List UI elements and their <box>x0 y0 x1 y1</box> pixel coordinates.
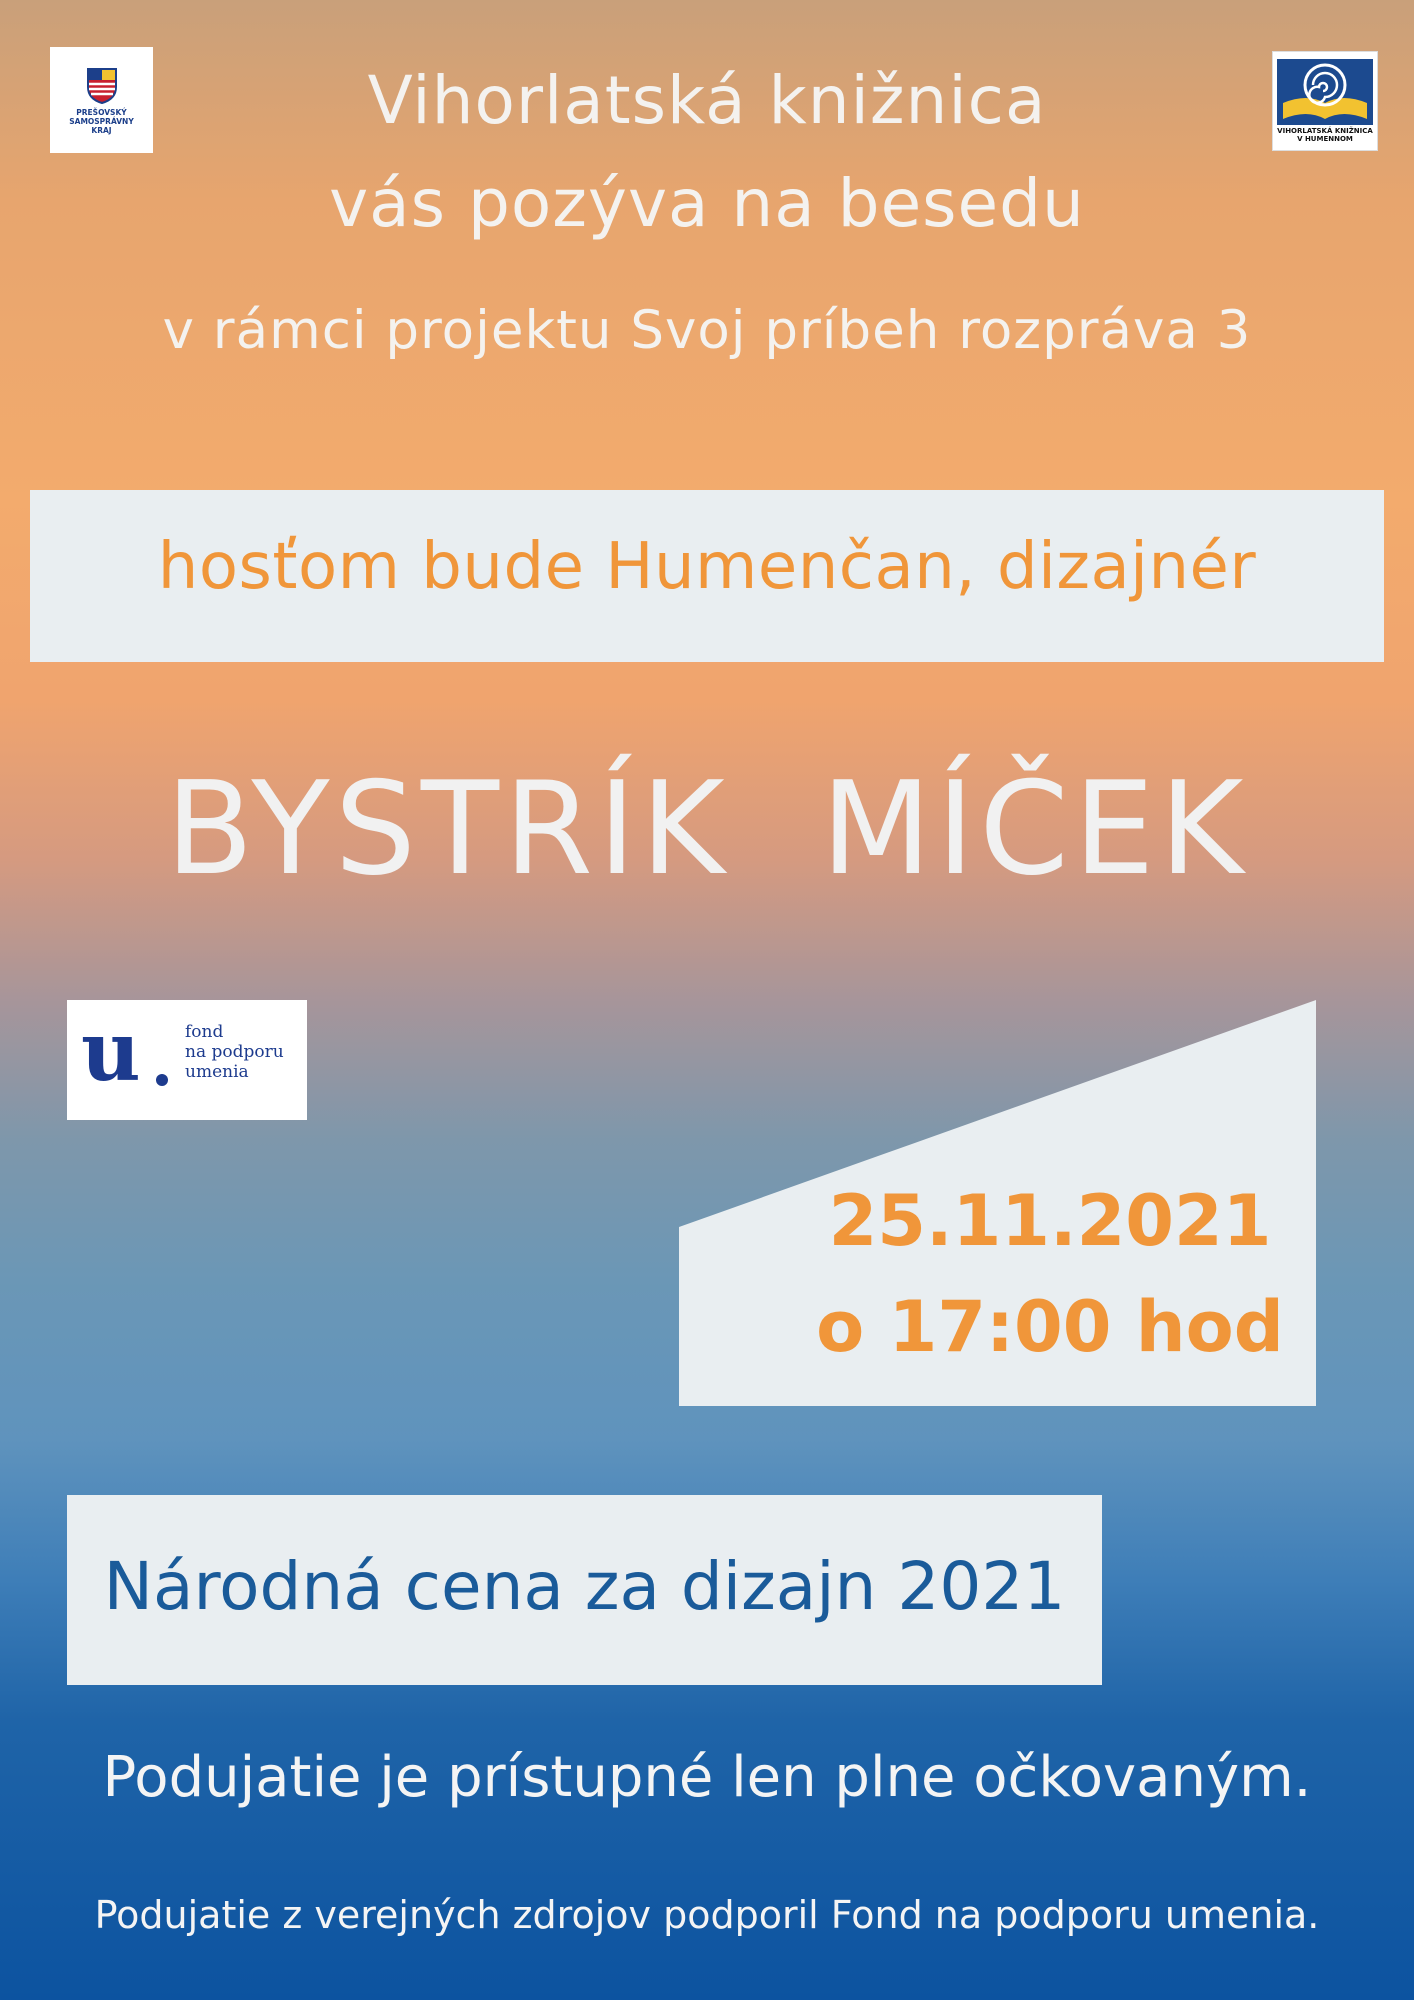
psk-logo-line1: PREŠOVSKÝ <box>76 108 127 117</box>
subtitle: v rámci projektu Svoj príbeh rozpráva 3 <box>162 300 1252 361</box>
fund-logo-letter: u <box>81 1004 141 1100</box>
fund-logo-line2: na podporu <box>185 1042 284 1062</box>
guest-name: BYSTRÍK MÍČEK <box>165 755 1249 904</box>
psk-logo-line2: SAMOSPRÁVNY <box>69 117 134 126</box>
fund-logo <box>67 1000 307 1120</box>
vaccination-notice: Podujatie je prístupné len plne očkovaným. <box>102 1745 1312 1810</box>
event-date: 25.11.2021 <box>828 1180 1272 1262</box>
title-line2: vás pozýva na besedu <box>329 165 1085 242</box>
fund-logo-line1: fond <box>185 1022 224 1042</box>
support-note: Podujatie z verejných zdrojov podporil Fond na podporu umenia. <box>94 1893 1320 1937</box>
fund-logo-line3: umenia <box>185 1062 249 1082</box>
fund-logo-dot <box>156 1074 168 1086</box>
psk-logo-line3: KRAJ <box>91 126 112 135</box>
award-text: Národná cena za dizajn 2021 <box>103 1548 1066 1625</box>
event-datetime <box>790 1168 1310 1380</box>
library-logo-line1: VIHORLATSKÁ KNIŽNICA <box>1277 127 1373 135</box>
guest-intro: hosťom bude Humenčan, dizajnér <box>157 530 1257 604</box>
event-time: o 17:00 hod <box>816 1286 1284 1368</box>
library-logo-line2: V HUMENNOM <box>1297 135 1353 143</box>
title-line1: Vihorlatská knižnica <box>367 62 1047 139</box>
